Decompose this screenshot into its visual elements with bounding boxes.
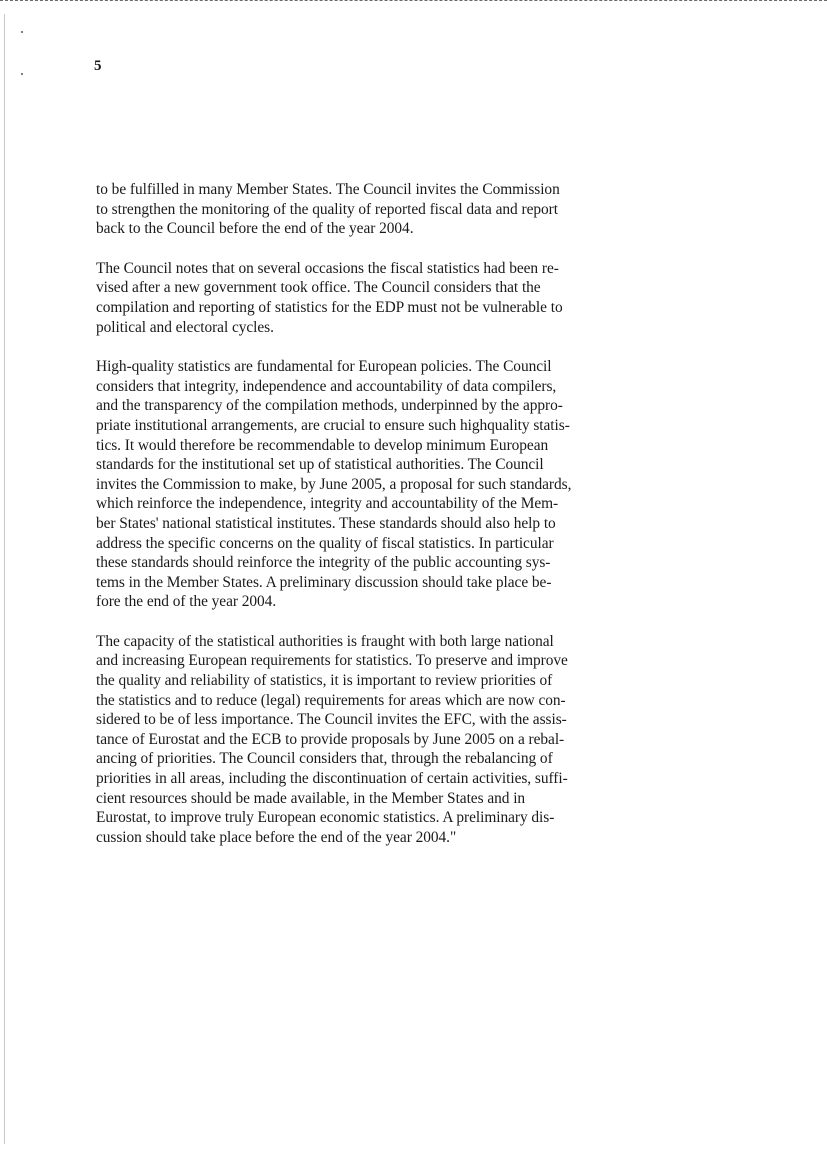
scan-left-edge [4, 14, 5, 1144]
scan-top-edge [0, 0, 827, 1]
paragraph-revisions: The Council notes that on several occasions the fiscal statistics had been re- vised after a new government took office. The Council considers that the compilation and reporting of statistics for the EDP must not be vulnerable to political and electoral cycles. [96, 259, 563, 336]
paragraph-standards: High-quality statistics are fundamental for European policies. The Council considers that integrity, independence and accountability of data compilers, and the transparency of the compilation methods, underpinned by the appro- priate institutional arrangements, are crucial to ensure such highquality statis- tics. It would therefore be recommendable to develop minimum European standards for the institutional set up of statistical authorities. The Council invites the Commission to make, by June 2005, a proposal for such standards, which reinforce the independence, integrity and accountability of the Mem- ber States' national statistical institutes. These standards should also help to address the specific concerns on the quality of fiscal statistics. In particular these standards should reinforce the integrity of the public accounting sys- tems in the Member States. A preliminary discussion should take place be- fore the end of the year 2004. [96, 358, 572, 611]
page-number: 5 [94, 58, 102, 74]
scan-speck [21, 31, 23, 33]
document-body [96, 180, 716, 867]
paragraph-priorities: The capacity of the statistical authorities is fraught with both large national and increasing European requirements for statistics. To preserve and improve the quality and reliability of statistics, it is important to review priorities of the statistics and to reduce (legal) requirements for areas which are now con- sidered to be of less importance. The Council invites the EFC, with the assis- tance of Eurostat and the ECB to provide proposals by June 2005 on a rebal- ancing of priorities. The Council considers that, through the rebalancing of priorities in all areas, including the discontinuation of certain activities, suffi- cient resources should be made available, in the Member States and in Eurostat, to improve truly European economic statistics. A preliminary dis- cussion should take place before the end of the year 2004." [96, 632, 568, 846]
paragraph-monitoring: to be fulfilled in many Member States. The Council invites the Commission to strengthen the monitoring of the quality of reported fiscal data and report back to the Council before the end of the year 2004. [96, 181, 560, 238]
scan-speck [21, 73, 23, 75]
